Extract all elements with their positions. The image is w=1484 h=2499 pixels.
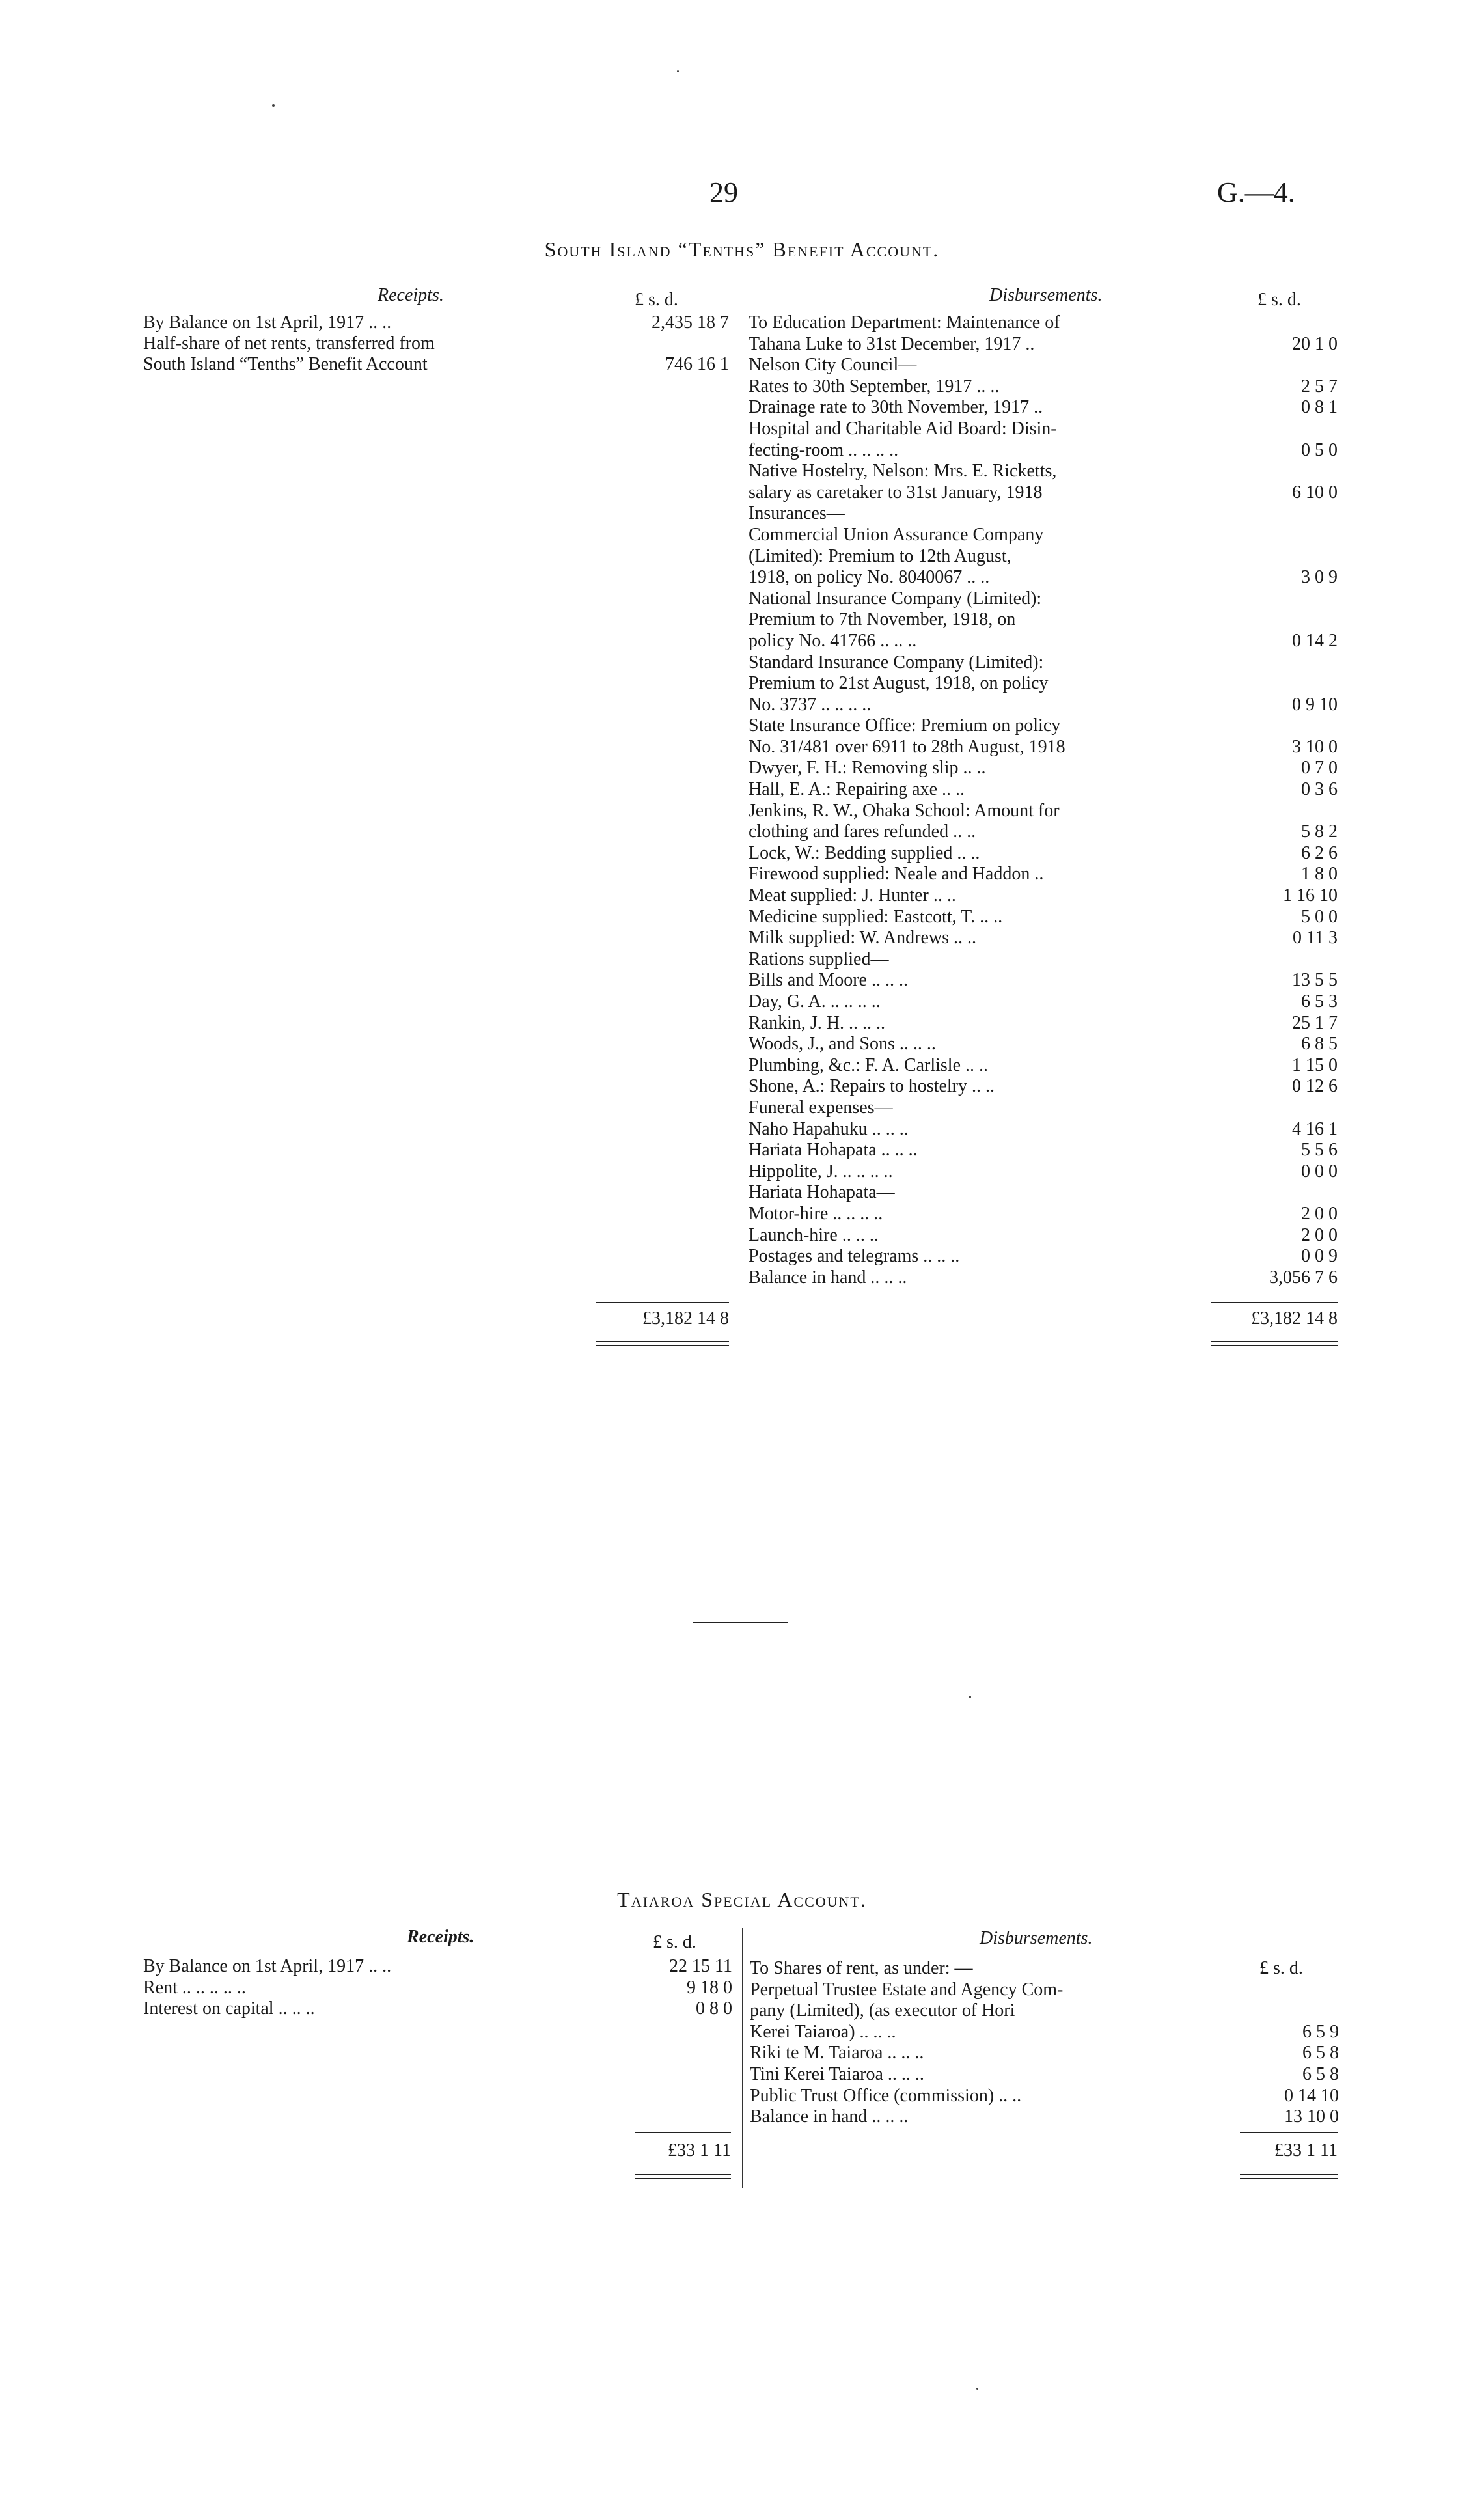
disbursement-text: Motor-hire .. .. .. .. [749, 1203, 883, 1224]
disbursement-line [749, 609, 1338, 631]
disbursement-line [749, 312, 1338, 334]
disbursement-text: Hariata Hohapata— [749, 1182, 895, 1203]
section-title-taiaroa: Taiaroa Special Account. [617, 1888, 867, 1911]
receipt-text: Rent .. .. .. .. .. [143, 1977, 246, 1998]
disbursement-amount: 6 2 6 [1301, 842, 1338, 863]
disbursement-amount: 13 5 5 [1292, 970, 1338, 991]
disbursement-amount: 25 1 7 [1292, 1012, 1338, 1033]
total-double-rule [1211, 1341, 1338, 1342]
disbursements-total: £3,182 14 8 [1251, 1308, 1338, 1329]
disbursement-amount: 2 5 7 [1301, 376, 1338, 396]
disbursement-line [749, 801, 1338, 822]
disbursement-text: Launch-hire .. .. .. [749, 1224, 879, 1245]
disbursements-list [749, 312, 1338, 1288]
disbursement-line [749, 1055, 1338, 1077]
disbursement-amount: 0 14 2 [1292, 630, 1338, 651]
disbursement-text: Shone, A.: Repairs to hostelry .. .. [749, 1076, 995, 1097]
disbursement-text: Public Trust Office (commission) .. .. [750, 2085, 1022, 2106]
total-double-rule [1240, 2178, 1338, 2179]
disbursements-heading: Disbursements. [989, 285, 1103, 305]
disbursement-text: Insurances— [749, 503, 845, 524]
receipt-amount: 0 8 0 [696, 1998, 732, 2019]
receipt-line [143, 312, 729, 333]
disbursement-amount: 4 16 1 [1292, 1118, 1338, 1139]
disbursement-text: policy No. 41766 .. .. .. [749, 630, 917, 651]
receipt-amount: 9 18 0 [687, 1977, 732, 1998]
disbursement-amount: 6 5 9 [1302, 2021, 1339, 2042]
receipt-amount: 22 15 11 [669, 1956, 732, 1976]
receipt-text: By Balance on 1st April, 1917 .. .. [143, 1956, 392, 1976]
disbursement-line [750, 2022, 1339, 2043]
disbursement-amount: 0 8 1 [1301, 397, 1338, 418]
disbursement-text: Standard Insurance Company (Limited): [749, 652, 1044, 672]
disbursement-text: State Insurance Office: Premium on policy [749, 715, 1061, 736]
disbursement-text: Jenkins, R. W., Ohaka School: Amount for [749, 800, 1060, 821]
disbursement-text: Hariata Hohapata .. .. .. [749, 1140, 918, 1161]
disbursement-text: 1918, on policy No. 8040067 .. .. [749, 567, 990, 588]
disbursement-line [749, 1267, 1338, 1289]
disbursement-text: Premium to 21st August, 1918, on policy [749, 673, 1049, 694]
disbursement-line [749, 737, 1338, 758]
disbursement-amount: 3 0 9 [1301, 567, 1338, 588]
disbursement-text: To Shares of rent, as under: — [750, 1958, 973, 1978]
disbursement-text: Perpetual Trustee Estate and Agency Com- [750, 1979, 1064, 2000]
disbursement-amount: 13 10 0 [1284, 2106, 1339, 2127]
disbursement-text: Lock, W.: Bedding supplied .. .. [749, 842, 980, 863]
total-rule [1240, 2132, 1338, 2133]
disbursement-line [749, 1182, 1338, 1204]
disbursement-amount: 0 11 3 [1293, 928, 1338, 948]
receipt-line [143, 1956, 732, 1978]
receipt-line [143, 1978, 732, 1999]
disbursement-amount: 0 3 6 [1301, 779, 1338, 800]
disbursement-text: Dwyer, F. H.: Removing slip .. .. [749, 758, 986, 779]
disbursement-line [749, 482, 1338, 504]
disbursement-amount: 1 16 10 [1283, 885, 1338, 906]
disbursement-amount: 0 12 6 [1292, 1076, 1338, 1097]
currency-heading: £ s. d. [1257, 290, 1301, 310]
disbursement-amount: 6 5 8 [1302, 2064, 1339, 2084]
disbursement-text: No. 3737 .. .. .. .. [749, 694, 872, 715]
disbursement-text: To Education Department: Maintenance of [749, 312, 1060, 333]
disbursements-total: £33 1 11 [1274, 2140, 1338, 2161]
total-double-rule [596, 1341, 729, 1342]
disbursement-text: Native Hostelry, Nelson: Mrs. E. Ricketts, [749, 461, 1057, 482]
column-divider [742, 1928, 743, 2188]
speck [976, 2388, 978, 2390]
disbursement-line [749, 1161, 1338, 1183]
receipt-text: By Balance on 1st April, 1917 .. .. [143, 312, 392, 333]
disbursement-text: clothing and fares refunded .. .. [749, 821, 976, 842]
receipt-line [143, 354, 729, 375]
disbursement-text: Kerei Taiaroa) .. .. .. [750, 2021, 896, 2042]
disbursement-line [749, 758, 1338, 779]
disbursement-line [749, 1140, 1338, 1161]
disbursement-text: Day, G. A. .. .. .. .. [749, 991, 881, 1012]
disbursement-text: Bills and Moore .. .. .. [749, 970, 908, 991]
disbursement-text: Hippolite, J. .. .. .. .. [749, 1161, 893, 1181]
disbursement-amount: 0 0 0 [1301, 1161, 1338, 1181]
disbursement-text: Premium to 7th November, 1918, on [749, 609, 1016, 630]
disbursement-line [749, 1246, 1338, 1267]
page-number: 29 [709, 176, 738, 208]
currency-heading: £ s. d. [635, 290, 678, 310]
disbursement-amount: 6 10 0 [1292, 482, 1338, 503]
total-double-rule [1211, 1345, 1338, 1346]
page-reference: G.—4. [1217, 176, 1295, 208]
disbursement-line [749, 695, 1338, 716]
disbursement-line [750, 2043, 1339, 2064]
receipt-text: Interest on capital .. .. .. [143, 1998, 315, 2019]
disbursement-line [749, 567, 1338, 588]
disbursement-line [749, 355, 1338, 376]
disbursement-text: Nelson City Council— [749, 355, 917, 376]
disbursement-text: Medicine supplied: Eastcott, T. .. .. [749, 906, 1003, 927]
total-double-rule [1240, 2174, 1338, 2175]
section-separator [693, 1622, 788, 1623]
disbursement-text: Postages and telegrams .. .. .. [749, 1246, 960, 1267]
disbursement-text: Naho Hapahuku .. .. .. [749, 1118, 909, 1139]
disbursement-line [749, 1204, 1338, 1225]
disbursement-line [750, 2106, 1339, 2128]
disbursement-amount: 3,056 7 6 [1269, 1267, 1338, 1288]
disbursement-line [749, 652, 1338, 674]
disbursement-line [749, 1098, 1338, 1119]
disbursement-text: salary as caretaker to 31st January, 1918 [749, 482, 1043, 503]
total-double-rule [596, 1345, 729, 1346]
disbursement-line [749, 1119, 1338, 1140]
disbursement-amount: 0 14 10 [1284, 2085, 1339, 2106]
disbursement-line [749, 673, 1338, 695]
disbursement-amount: 3 10 0 [1292, 736, 1338, 757]
receipt-amount: 746 16 1 [665, 354, 729, 374]
receipts-total: £3,182 14 8 [642, 1308, 729, 1329]
receipts-total: £33 1 11 [668, 2140, 731, 2161]
disbursements-list [750, 1958, 1339, 2128]
total-double-rule [635, 2178, 731, 2179]
total-rule [1211, 1302, 1338, 1303]
receipts-list [143, 1956, 732, 2020]
disbursement-line [749, 546, 1338, 568]
disbursement-amount: 5 5 6 [1301, 1140, 1338, 1161]
disbursement-line [749, 376, 1338, 398]
disbursement-amount: 6 8 5 [1301, 1034, 1338, 1055]
disbursement-text: Plumbing, &c.: F. A. Carlisle .. .. [749, 1055, 988, 1075]
disbursement-text: Funeral expenses— [749, 1097, 893, 1118]
disbursement-line [749, 461, 1338, 482]
disbursement-text: Meat supplied: J. Hunter .. .. [749, 885, 956, 906]
disbursement-line [749, 907, 1338, 928]
receipt-text: Half-share of net rents, transferred from [143, 333, 435, 353]
disbursement-text: National Insurance Company (Limited): [749, 588, 1042, 609]
currency-heading: £ s. d. [1259, 1958, 1303, 1978]
disbursement-line [749, 843, 1338, 864]
disbursement-line [749, 1225, 1338, 1247]
disbursement-text: Rankin, J. H. .. .. .. [749, 1012, 885, 1033]
disbursement-line [750, 1980, 1339, 2001]
disbursement-amount: 2 0 0 [1301, 1203, 1338, 1224]
disbursement-text: Milk supplied: W. Andrews .. .. [749, 928, 977, 948]
section-title-tenths: South Island “Tenths” Benefit Account. [544, 238, 940, 261]
disbursement-line [750, 2086, 1339, 2107]
disbursement-text: Tahana Luke to 31st December, 1917 .. [749, 333, 1035, 354]
disbursement-text: Drainage rate to 30th November, 1917 .. [749, 397, 1043, 418]
disbursement-text: Rates to 30th September, 1917 .. .. [749, 376, 1000, 396]
currency-heading: £ s. d. [653, 1932, 696, 1952]
total-rule [596, 1302, 729, 1303]
disbursement-line [749, 991, 1338, 1013]
disbursement-text: pany (Limited), (as executor of Hori [750, 2000, 1015, 2021]
total-double-rule [635, 2174, 731, 2175]
disbursement-line [749, 949, 1338, 971]
disbursement-amount: 0 7 0 [1301, 758, 1338, 779]
disbursement-amount: 0 9 10 [1292, 694, 1338, 715]
disbursement-line [749, 419, 1338, 440]
receipt-text: South Island “Tenths” Benefit Account [143, 354, 428, 374]
disbursement-line [749, 928, 1338, 949]
disbursement-amount: 2 0 0 [1301, 1224, 1338, 1245]
disbursement-text: Rations supplied— [749, 948, 889, 969]
disbursement-line [749, 525, 1338, 546]
disbursement-line [749, 1013, 1338, 1034]
disbursement-text: Firewood supplied: Neale and Haddon .. [749, 864, 1044, 885]
receipts-heading: Receipts. [407, 1927, 474, 1947]
disbursement-line [749, 588, 1338, 610]
receipt-line [143, 333, 729, 354]
speck [969, 1696, 971, 1698]
disbursement-text: Hospital and Charitable Aid Board: Disin- [749, 418, 1057, 439]
disbursement-line [749, 1076, 1338, 1098]
disbursement-amount: 0 5 0 [1301, 439, 1338, 460]
disbursement-amount: 6 5 3 [1301, 991, 1338, 1012]
receipts-heading: Receipts. [378, 285, 444, 305]
disbursement-line [749, 503, 1338, 525]
disbursement-amount: 20 1 0 [1292, 333, 1338, 354]
disbursement-line [749, 397, 1338, 419]
disbursement-line [749, 334, 1338, 355]
disbursement-line [749, 970, 1338, 991]
disbursement-text: Commercial Union Assurance Company [749, 524, 1044, 545]
receipts-list [143, 312, 729, 375]
disbursement-line [750, 2064, 1339, 2086]
disbursement-line [749, 821, 1338, 843]
disbursement-line [750, 2000, 1339, 2022]
disbursement-text: Balance in hand .. .. .. [750, 2106, 909, 2127]
disbursement-amount: 5 0 0 [1301, 906, 1338, 927]
receipt-amount: 2,435 18 7 [652, 312, 729, 333]
disbursement-line [749, 864, 1338, 885]
disbursement-line [750, 1958, 1339, 1980]
disbursement-line [749, 779, 1338, 801]
disbursement-amount: 1 8 0 [1301, 864, 1338, 885]
disbursement-text: Woods, J., and Sons .. .. .. [749, 1034, 936, 1055]
disbursement-amount: 0 0 9 [1301, 1246, 1338, 1267]
disbursement-text: fecting-room .. .. .. .. [749, 439, 899, 460]
disbursement-line [749, 885, 1338, 907]
total-rule [635, 2132, 731, 2133]
disbursement-text: Balance in hand .. .. .. [749, 1267, 907, 1288]
disbursement-text: (Limited): Premium to 12th August, [749, 545, 1011, 566]
receipt-line [143, 1998, 732, 2020]
disbursement-text: Tini Kerei Taiaroa .. .. .. [750, 2064, 924, 2084]
disbursements-heading: Disbursements. [980, 1928, 1093, 1948]
disbursement-amount: 5 8 2 [1301, 821, 1338, 842]
speck [272, 104, 275, 107]
disbursement-text: Hall, E. A.: Repairing axe .. .. [749, 779, 965, 800]
disbursement-amount: 6 5 8 [1302, 2043, 1339, 2064]
disbursement-line [749, 631, 1338, 652]
disbursement-text: No. 31/481 over 6911 to 28th August, 1918 [749, 736, 1065, 757]
disbursement-amount: 1 15 0 [1292, 1055, 1338, 1075]
disbursement-line [749, 1034, 1338, 1055]
disbursement-line [749, 715, 1338, 737]
disbursement-line [749, 440, 1338, 462]
disbursement-text: Riki te M. Taiaroa .. .. .. [750, 2043, 924, 2064]
speck [677, 70, 679, 72]
